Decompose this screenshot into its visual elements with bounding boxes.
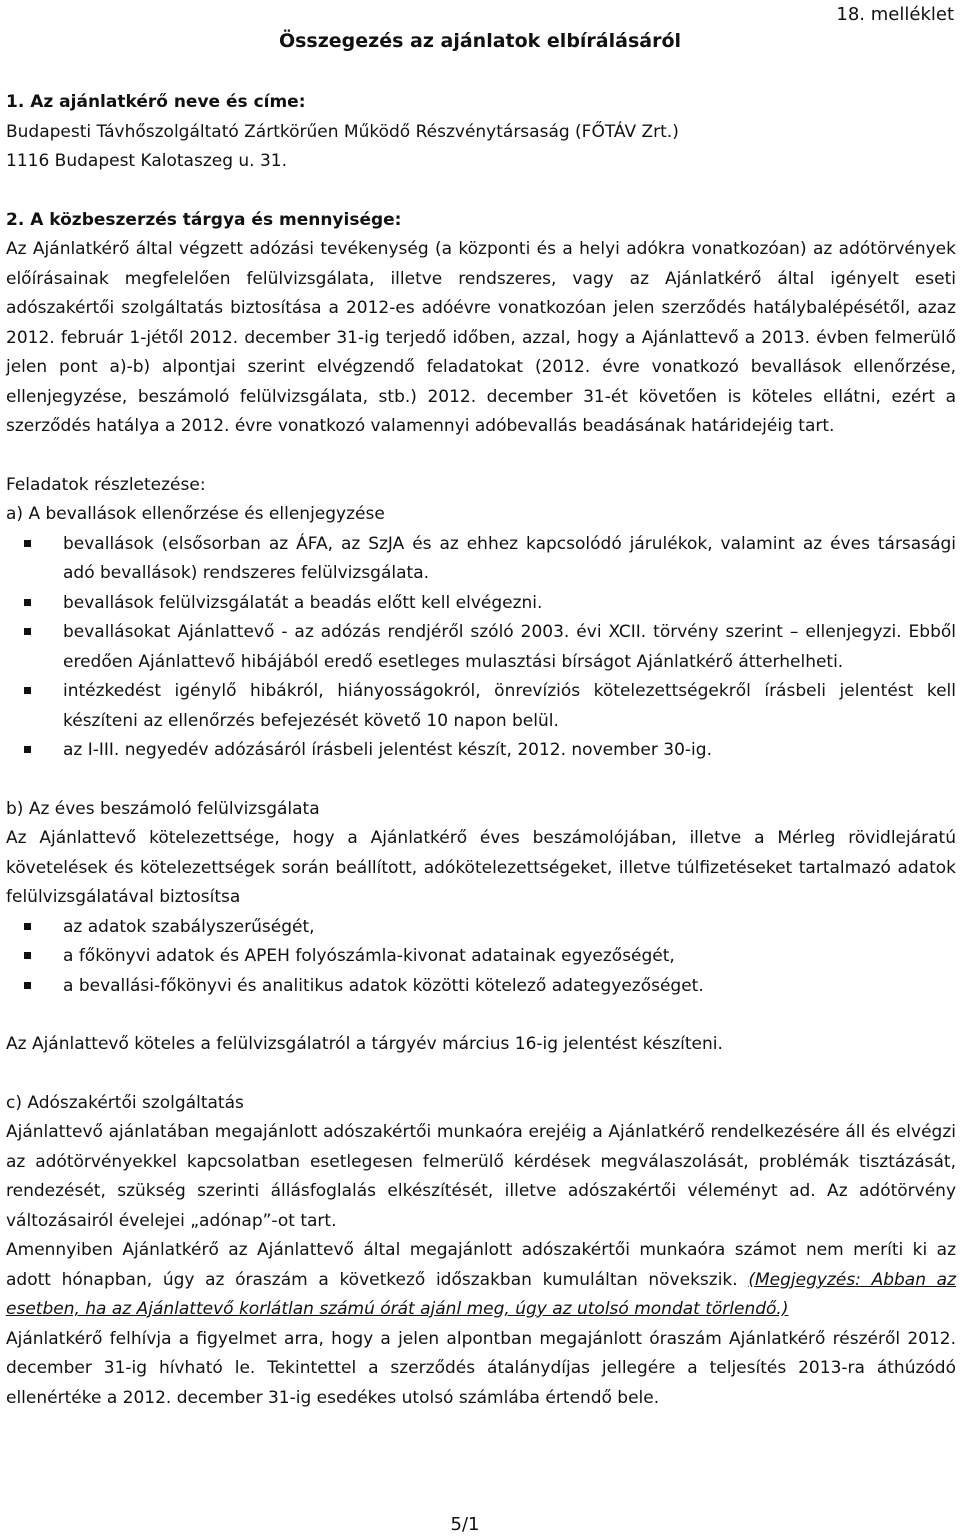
page-number: 5/1: [450, 1514, 480, 1535]
section-2-heading: 2. A közbeszerzés tárgya és mennyisége:: [6, 209, 402, 230]
subsection-c-paragraph-1: Ajánlattevő ajánlatában megajánlott adószakértői munkaóra erejéig a Ajánlatkérő rendelkezésére áll és elvégzi az adótörvényekkel kapcsolatban esetlegesen felmerülő kérdések megválaszolását, problémák tisztázását, rendezését, szükség szerinti állásfoglalás elkészítését, illetve adószakértői véleményt ad. Az adótörvény változásairól évelejei „adónap”-ot tart.: [6, 1122, 956, 1231]
list-item: intézkedést igénylő hibákról, hiányosságokról, önrevíziós kötelezettségekről írásbeli jelentést kell készíteni az ellenőrzés befejezését követő 10 napon belül.: [6, 677, 956, 736]
section-2-body: Az Ajánlatkérő által végzett adózási tevékenység (a központi és a helyi adókra vonatkozóan) az adótörvények előírásainak megfelelően felülvizsgálata, illetve rendszeres, vagy az Ajánlatkérő által igényelt eseti adószakértői szolgáltatás biztosítása a 2012-es adóévre vonatkozóan jelen szerződés hatálybalépésétől, azaz 2012. február 1-jétől 2012. december 31-ig terjedő időben, azzal, hogy a Ajánlattevő a 2013. évben felmerülő jelen pont a)-b) alpontjai szerint elvégzendő feladatokat (2012. évre vonatkozó bevallások ellenőrzése, ellenjegyzése, beszámoló felülvizsgálata, stb.) 2012. december 31-ét követően is köteles ellátni, ezért a szerződés hatálya a 2012. évre vonatkozó valamennyi adóbevallás beadásának határidejéig tart.: [6, 239, 956, 436]
square-bullet-icon: [24, 746, 31, 753]
square-bullet-icon: [24, 628, 31, 635]
square-bullet-icon: [24, 923, 31, 930]
contracting-authority-address: 1116 Budapest Kalotaszeg u. 31.: [6, 151, 288, 171]
square-bullet-icon: [24, 952, 31, 959]
subsection-b-list: [6, 913, 956, 1002]
paragraph-main-text: Amennyiben Ajánlatkérő az Ajánlattevő által megajánlott adószakértői munkaóra számot nem meríti ki az adott hónapban, úgy az óraszám a következő időszakban kumuláltan növekszik.: [6, 1240, 956, 1290]
subsection-b-intro: Az Ajánlattevő kötelezettsége, hogy a Ajánlatkérő éves beszámolójában, illetve a Mérleg rövidlejáratú követelések és kötelezettségek során beállított, adókötelezettségeket, illetve túlfizetéseket tartalmazó adatok felülvizsgálatával biztosítsa: [6, 828, 956, 907]
contracting-authority-name: Budapesti Távhőszolgáltató Zártkörűen Működő Részvénytársaság (FŐTÁV Zrt.): [6, 121, 679, 142]
editorial-note: (Megjegyzés: Abban az esetben, ha az Ajánlattevő korlátlan számú órát ajánl meg, úgy az utolsó mondat törlendő.): [6, 1269, 956, 1319]
square-bullet-icon: [24, 599, 31, 606]
list-item: bevallások felülvizsgálatát a beadás előtt kell elvégezni.: [6, 589, 956, 619]
tasks-heading: Feladatok részletezése:: [6, 474, 206, 495]
square-bullet-icon: [24, 540, 31, 547]
subsection-c-paragraph-3: Ajánlatkérő felhívja a figyelmet arra, hogy a jelen alpontban megajánlott óraszám Ajánlatkérő részéről 2012. december 31-ig hívható le. Tekintettel a szerződés átalánydíjas jellegére a teljesítés 2013-ra áthúzódó ellenértéke a 2012. december 31-ig esedékes utolsó számlába értendő bele.: [6, 1328, 956, 1408]
list-item: bevallások (elsősorban az ÁFA, az SzJA és az ehhez kapcsolódó járulékok, valamint az éves társasági adó bevallások) rendszeres felülvizsgálata.: [6, 530, 956, 589]
list-item: bevallásokat Ajánlattevő - az adózás rendjéről szóló 2003. évi XCII. törvény szerint – ellenjegyzi. Ebből eredően Ajánlattevő hibájából eredő esetleges mulasztási bírságot Ajánlatkérő átterhelheti.: [6, 618, 956, 677]
subsection-b-heading: b) Az éves beszámoló felülvizsgálata: [6, 798, 320, 819]
document-title: Összegezés az ajánlatok elbírálásáról: [278, 30, 682, 52]
annex-label: 18. melléklet: [836, 4, 954, 25]
list-item: a főkönyvi adatok és APEH folyószámla-kivonat adatainak egyezőségét,: [6, 942, 956, 972]
subsection-c-heading: c) Adószakértői szolgáltatás: [6, 1092, 244, 1113]
list-item: a bevallási-főkönyvi és analitikus adatok közötti kötelező adategyezőséget.: [6, 972, 956, 1002]
document-body: [6, 88, 956, 1413]
subsection-a-list: [6, 530, 956, 766]
section-1-heading: 1. Az ajánlatkérő neve és címe:: [6, 92, 306, 112]
square-bullet-icon: [24, 982, 31, 989]
subsection-a-heading: a) A bevallások ellenőrzése és ellenjegyzése: [6, 504, 385, 524]
list-item: az I-III. negyedév adózásáról írásbeli jelentést készít, 2012. november 30-ig.: [6, 736, 956, 766]
subsection-c-paragraph-2: [6, 1236, 956, 1325]
square-bullet-icon: [24, 687, 31, 694]
subsection-b-closing: Az Ajánlattevő köteles a felülvizsgálatról a tárgyév március 16-ig jelentést készíteni.: [6, 1034, 723, 1054]
list-item: az adatok szabályszerűségét,: [6, 913, 956, 943]
